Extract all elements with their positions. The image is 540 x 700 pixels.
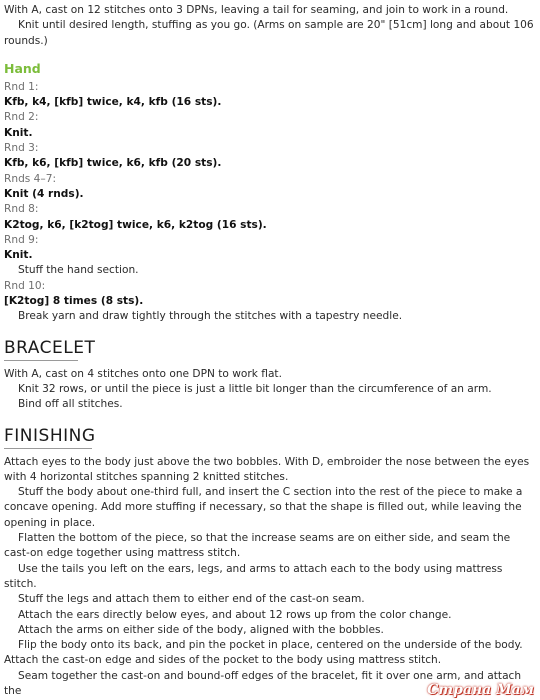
bracelet-line: Knit 32 rows, or until the piece is just a little bit longer than the circumference of an arm. <box>18 382 492 395</box>
finishing-line: Attach the arms on either side of the body, aligned with the bobbles. <box>18 623 384 636</box>
finishing-line: Stuff the legs and attach them to either end of the cast-on seam. <box>18 593 365 606</box>
finishing-heading: FINISHING <box>4 426 92 449</box>
round-label: Rnd 9: <box>4 233 39 246</box>
finishing-line: Flip the body onto its back, and pin the pocket in place, centered on the underside of the body. <box>18 639 523 652</box>
round-instruction: Kfb, k4, [kfb] twice, k4, kfb (16 sts). <box>4 96 222 109</box>
bracelet-line: Bind off all stitches. <box>18 398 123 411</box>
round-label: Rnd 8: <box>4 203 39 216</box>
finishing-line: Seam together the cast-on and bound-off edges of the bracelet, fit it over one arm, and attach the <box>4 669 522 697</box>
round-label: Rnd 2: <box>4 111 39 124</box>
round-label: Rnds 4–7: <box>4 172 57 185</box>
pattern-page <box>4 3 534 699</box>
bracelet-line: With A, cast on 4 stitches onto one DPN to work flat. <box>4 367 282 380</box>
round-label: Rnd 1: <box>4 80 39 93</box>
round-label: Rnd 3: <box>4 142 39 155</box>
finishing-line: Attach the ears directly below eyes, and about 12 rows up from the color change. <box>18 608 452 621</box>
finishing-line: Use the tails you left on the ears, legs, and arms to attach each to the body using mattress stitch. <box>4 562 503 590</box>
site-watermark: Страна Мам <box>427 681 534 698</box>
round-instruction: Knit. <box>4 249 33 262</box>
round-label: Rnd 10: <box>4 279 46 292</box>
finishing-line: Attach eyes to the body just above the two bobbles. With D, embroider the nose between the eyes with 4 horizontal stitches spanning 2 knitted stitches. <box>4 455 530 483</box>
round-instruction: Knit (4 rnds). <box>4 187 84 200</box>
round-instruction: Knit. <box>4 126 33 139</box>
intro-line: With A, cast on 12 stitches onto 3 DPNs, leaving a tail for seaming, and join to work in a round. <box>4 4 509 16</box>
finishing-line: Stuff the body about one-third full, and insert the C section into the rest of the piece to make a concave opening. Add more stuffing if necessary, so that the shape is filled out, while leaving the opening in place. <box>4 486 523 529</box>
round-note: Stuff the hand section. <box>18 264 139 277</box>
intro-line: Knit until desired length, stuffing as you go. (Arms on sample are 20" [51cm] long and about 106 rounds.) <box>4 19 534 47</box>
finishing-line: Flatten the bottom of the piece, so that the increase seams are on either side, and seam the cast-on edge together using mattress stitch. <box>4 532 511 560</box>
bracelet-heading: BRACELET <box>4 338 78 361</box>
finishing-line: Attach the cast-on edge and sides of the pocket to the body using mattress stitch. <box>4 654 442 667</box>
round-instruction: Kfb, k6, [kfb] twice, k6, kfb (20 sts). <box>4 157 222 170</box>
round-instruction: [K2tog] 8 times (8 sts). <box>4 295 144 308</box>
round-note: Break yarn and draw tightly through the stitches with a tapestry needle. <box>18 310 403 323</box>
round-instruction: K2tog, k6, [k2tog] twice, k6, k2tog (16 sts). <box>4 218 267 231</box>
hand-heading: Hand <box>4 60 41 76</box>
